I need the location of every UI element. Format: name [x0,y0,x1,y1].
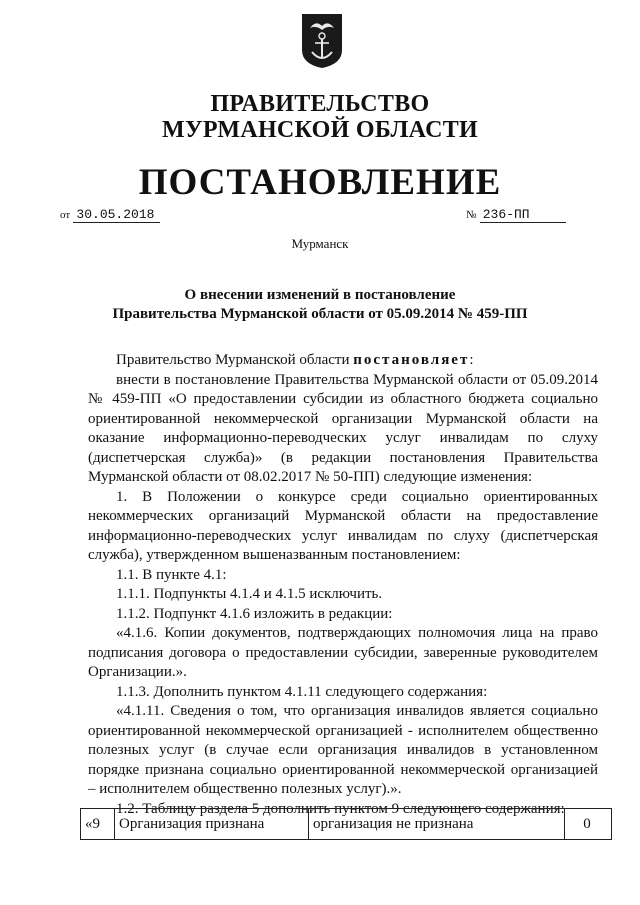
quote-4-1-11: «4.1.11. Сведения о том, что организация инвалидов является социально ориентированной некоммерческой организацией - исполнителем общественно полезных услуг (в случае если организация инвалидов в установленном порядке признана социально ориентированной некоммерческой организацией – исполнителем общественно полезных услуг).». [88,703,598,797]
criteria-table-row [80,808,612,840]
document-subject [0,286,640,324]
government-title-line2: МУРМАНСКОЙ ОБЛАСТИ [162,117,478,143]
paragraph-1-1-3: 1.1.3. Дополнить пунктом 4.1.11 следующего содержания: [116,683,488,700]
government-title-line1: ПРАВИТЕЛЬСТВО [210,91,430,117]
document-type-title: ПОСТАНОВЛЕНИЕ [138,162,502,203]
paragraph-1-1-1: 1.1.1. Подпункты 4.1.4 и 4.1.5 исключить. [116,586,383,602]
paragraph-1-2: 1.2. Таблицу раздела 5 дополнить пунктом 9 следующего содержания: [116,800,565,817]
table-cell-number: «9 [81,809,115,839]
date-prefix: от [60,209,71,221]
number-prefix: № [466,209,477,221]
intro-tail: : [469,352,474,368]
intro-verb: постановляет [353,352,470,368]
document-number [466,206,566,223]
coat-of-arms-icon [300,12,344,70]
amend-paragraph: внести в постановление Правительства Мурманской области от 05.09.2014 № 459-ПП «О предоставлении субсидии из областного бюджета социально ориентированной некоммерческой организации Мурманской области на оказание информационно-переводческих услуг инвалидам по слуху (диспетчерская служба)» (в редакции постановления Правительства Мурманской области от 08.02.2017 № 50-ПП) следующие изменения: [88,371,598,485]
table-cell-condition: организация не признана [309,809,565,839]
subject-line1: О внесении изменений в постановление [184,287,456,303]
paragraph-1: 1. В Положении о конкурсе среди социально ориентированных некоммерческих организаций Мурманской области на предоставление информационно-переводческих услуг инвалидам по слуху (диспетчерская служба), утвержденном вышеназванным постановлением: [88,488,598,563]
subject-line2: Правительства Мурманской области от 05.09.2014 № 459-ПП [112,306,528,322]
paragraph-1-1-2: 1.1.2. Подпункт 4.1.6 изложить в редакции: [116,605,393,622]
document-date [60,206,160,223]
date-value: 30.05.2018 [73,208,160,223]
paragraph-1-1: 1.1. В пункте 4.1: [116,566,227,583]
intro-paragraph [88,351,598,371]
city-name: Мурманск [291,236,349,251]
table-cell-criterion: Организация признана [115,809,309,839]
quote-4-1-6: «4.1.6. Копии документов, подтверждающих полномочия лица на право подписания договора о предоставлении субсидии, заверенные руководителем Организации.». [88,625,598,680]
intro-lead: Правительство Мурманской области [116,352,354,368]
number-value: 236-ПП [480,208,566,223]
document-body [88,351,598,819]
table-cell-score: 0 [583,815,591,832]
